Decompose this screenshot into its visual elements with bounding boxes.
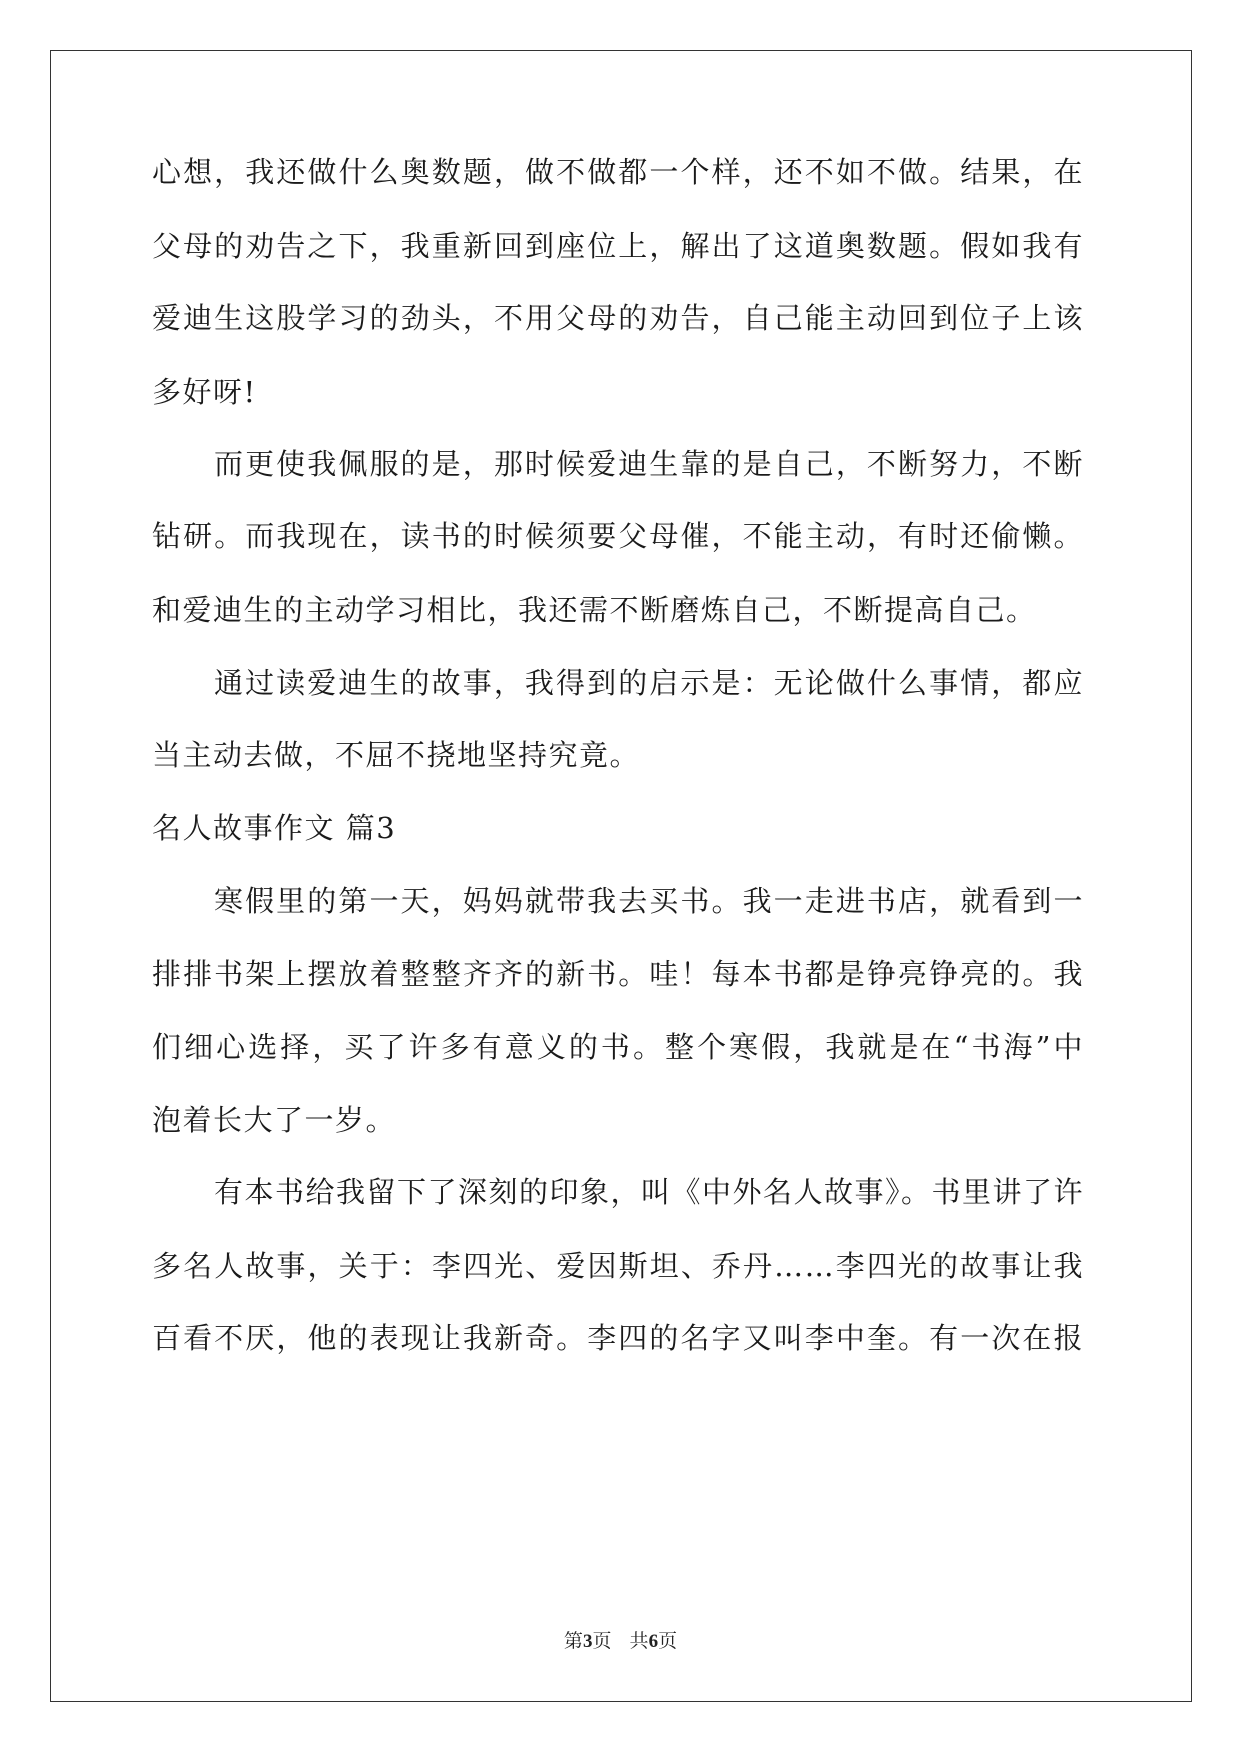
text-line: 排排书架上摆放着整整齐齐的新书。哇！每本书都是铮亮铮亮的。我 xyxy=(152,957,1084,991)
text-line: 父母的劝告之下，我重新回到座位上，解出了这道奥数题。假如我有 xyxy=(152,229,1084,263)
section-heading: 名人故事作文 篇3 xyxy=(152,811,397,845)
page-border xyxy=(50,50,1192,1702)
paragraph-start-line: 有本书给我留下了深刻的印象，叫《中外名人故事》。书里讲了许 xyxy=(214,1175,1085,1209)
footer-suffix: 页 xyxy=(658,1630,678,1652)
text-line: 当主动去做，不屈不挠地坚持究竟。 xyxy=(152,738,641,772)
paragraph-start-line: 而更使我佩服的是，那时候爱迪生靠的是自己，不断努力，不断 xyxy=(214,447,1084,481)
footer-prefix: 第 xyxy=(563,1630,583,1652)
footer-middle: 页 共 xyxy=(592,1630,649,1652)
paragraph-start-line: 寒假里的第一天，妈妈就带我去买书。我一走进书店，就看到一 xyxy=(214,884,1084,918)
paragraph-start-line: 通过读爱迪生的故事，我得到的启示是：无论做什么事情，都应 xyxy=(214,666,1084,700)
text-line: 心想，我还做什么奥数题，做不做都一个样，还不如不做。结果，在 xyxy=(152,155,1084,189)
text-line: 百看不厌，他的表现让我新奇。李四的名字又叫李中奎。有一次在报 xyxy=(152,1321,1084,1355)
total-page-number: 6 xyxy=(648,1631,659,1652)
text-line: 泡着长大了一岁。 xyxy=(152,1103,397,1137)
current-page-number: 3 xyxy=(582,1631,593,1652)
text-line: 钻研。而我现在，读书的时候须要父母催，不能主动，有时还偷懒。 xyxy=(152,519,1084,553)
text-line: 爱迪生这股学习的劲头，不用父母的劝告，自己能主动回到位子上该 xyxy=(152,301,1084,335)
text-line: 们细心选择，买了许多有意义的书。整个寒假，我就是在“书海”中 xyxy=(152,1030,1084,1064)
text-line: 多好呀! xyxy=(152,375,257,409)
text-line: 多名人故事，关于：李四光、爱因斯坦、乔丹……李四光的故事让我 xyxy=(152,1249,1084,1283)
text-line: 和爱迪生的主动学习相比，我还需不断磨炼自己，不断提高自己。 xyxy=(152,593,1037,627)
page-footer xyxy=(0,1626,1241,1653)
